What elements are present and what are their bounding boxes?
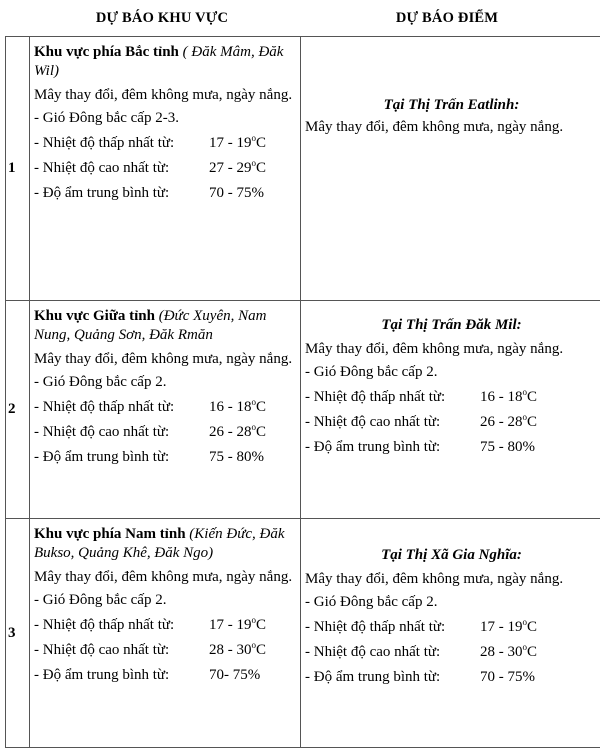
wind-line: - Gió Đông bắc cấp 2. xyxy=(34,588,296,613)
table-row xyxy=(6,301,600,519)
weather-description: Mây thay đổi, đêm không mưa, ngày nắng. xyxy=(305,117,598,138)
region-title xyxy=(34,43,296,81)
weather-description: Mây thay đổi, đêm không mưa, ngày nắng. xyxy=(34,349,296,370)
header-point-forecast: DỰ BÁO ĐIỂM xyxy=(297,0,597,36)
point-title: Tại Thị Trấn Đăk Mil: xyxy=(305,315,598,335)
max-temp-value: 26 - 28$^o$C xyxy=(209,420,266,445)
region-forecast-cell xyxy=(30,519,301,748)
humidity-line: - Độ ẩm trung bình từ: 70 - 75% xyxy=(305,665,598,690)
min-temp-value: 17 - 19$^o$C xyxy=(209,613,266,638)
point-title: Tại Thị Trấn Eatlinh: xyxy=(305,95,598,115)
min-temp-line: - Nhiệt độ thấp nhất từ: 17 - 19$^o$C xyxy=(34,131,296,156)
humidity-value: 75 - 80% xyxy=(209,445,264,470)
min-temp-line: - Nhiệt độ thấp nhất từ: 16 - 18$^o$C xyxy=(34,395,296,420)
point-forecast-cell xyxy=(301,301,600,519)
row-number: 3 xyxy=(6,519,30,748)
weather-description: Mây thay đổi, đêm không mưa, ngày nắng. xyxy=(34,567,296,588)
humidity-value: 70 - 75% xyxy=(480,665,535,690)
wind-line: - Gió Đông bắc cấp 2. xyxy=(305,590,598,615)
region-places: ( Đăk Mâm, Đăk Wil) xyxy=(34,44,283,79)
max-temp-line: - Nhiệt độ cao nhất từ: 26 - 28$^o$C xyxy=(305,410,598,435)
humidity-value: 70- 75% xyxy=(209,663,260,688)
region-title xyxy=(34,525,296,563)
humidity-value: 70 - 75% xyxy=(209,181,264,206)
min-temp-value: 17 - 19$^o$C xyxy=(209,131,266,156)
min-temp-line: - Nhiệt độ thấp nhất từ: 17 - 19$^o$C xyxy=(305,615,598,640)
min-temp-line: - Nhiệt độ thấp nhất từ: 16 - 18$^o$C xyxy=(305,385,598,410)
region-forecast-cell xyxy=(30,301,301,519)
weather-description: Mây thay đổi, đêm không mưa, ngày nắng. xyxy=(305,339,598,360)
region-name: Khu vực phía Bắc tỉnh xyxy=(34,44,179,60)
region-title xyxy=(34,307,296,345)
point-forecast-cell xyxy=(301,519,600,748)
max-temp-line: - Nhiệt độ cao nhất từ: 28 - 30$^o$C xyxy=(34,638,296,663)
min-temp-value: 16 - 18$^o$C xyxy=(480,385,537,410)
humidity-value: 75 - 80% xyxy=(480,435,535,460)
region-forecast-cell xyxy=(30,37,301,301)
region-places: (Đức Xuyên, Nam Nung, Quảng Sơn, Đăk Rmăn xyxy=(34,308,266,343)
min-temp-value: 16 - 18$^o$C xyxy=(209,395,266,420)
table-row xyxy=(6,519,600,748)
wind-line: - Gió Đông bắc cấp 2-3. xyxy=(34,106,296,131)
humidity-line: - Độ ẩm trung bình từ: 70- 75% xyxy=(34,663,296,688)
region-name: Khu vực phía Nam tỉnh xyxy=(34,526,186,542)
region-places: (Kiến Đức, Đăk Bukso, Quảng Khê, Đăk Ngo) xyxy=(34,526,285,561)
humidity-line: - Độ ẩm trung bình từ: 70 - 75% xyxy=(34,181,296,206)
weather-description: Mây thay đổi, đêm không mưa, ngày nắng. xyxy=(34,85,296,106)
humidity-line: - Độ ẩm trung bình từ: 75 - 80% xyxy=(34,445,296,470)
row-number: 2 xyxy=(6,301,30,519)
max-temp-value: 27 - 29$^o$C xyxy=(209,156,266,181)
max-temp-line: - Nhiệt độ cao nhất từ: 26 - 28$^o$C xyxy=(34,420,296,445)
min-temp-value: 17 - 19$^o$C xyxy=(480,615,537,640)
max-temp-value: 26 - 28$^o$C xyxy=(480,410,537,435)
region-name: Khu vực Giữa tỉnh xyxy=(34,308,155,324)
header-region-forecast: DỰ BÁO KHU VỰC xyxy=(27,0,297,36)
max-temp-value: 28 - 30$^o$C xyxy=(209,638,266,663)
row-number: 1 xyxy=(6,37,30,301)
max-temp-line: - Nhiệt độ cao nhất từ: 28 - 30$^o$C xyxy=(305,640,598,665)
min-temp-line: - Nhiệt độ thấp nhất từ: 17 - 19$^o$C xyxy=(34,613,296,638)
point-forecast-cell xyxy=(301,37,600,301)
point-title: Tại Thị Xã Gia Nghĩa: xyxy=(305,545,598,565)
forecast-table xyxy=(5,36,600,748)
wind-line: - Gió Đông bắc cấp 2. xyxy=(34,370,296,395)
wind-line: - Gió Đông bắc cấp 2. xyxy=(305,360,598,385)
max-temp-value: 28 - 30$^o$C xyxy=(480,640,537,665)
table-row xyxy=(6,37,600,301)
max-temp-line: - Nhiệt độ cao nhất từ: 27 - 29$^o$C xyxy=(34,156,296,181)
humidity-line: - Độ ẩm trung bình từ: 75 - 80% xyxy=(305,435,598,460)
weather-description: Mây thay đổi, đêm không mưa, ngày nắng. xyxy=(305,569,598,590)
